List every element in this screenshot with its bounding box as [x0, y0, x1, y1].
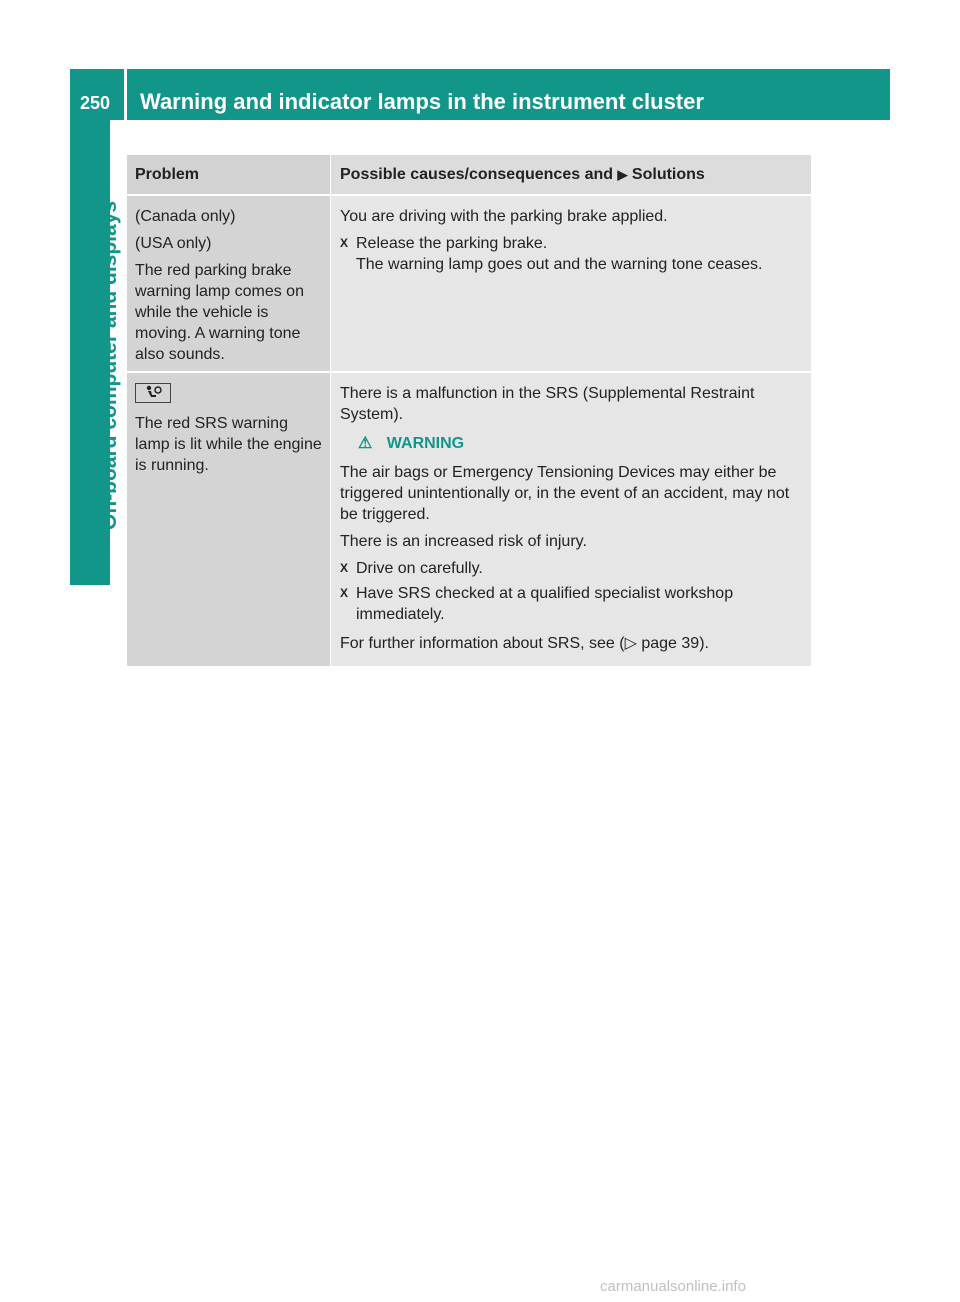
cause-text: You are driving with the parking brake applied. — [340, 208, 668, 225]
instruction-step — [340, 233, 802, 254]
arrow-icon: ▶ — [617, 167, 628, 182]
warning-label: WARNING — [386, 435, 465, 452]
problem-cell — [127, 195, 331, 372]
page-number: 250 — [80, 93, 111, 113]
problem-region-usa: (USA only) — [135, 235, 212, 252]
step-text: Have SRS checked at a qualified specialist workshop immediately. — [356, 585, 734, 623]
page-reference-icon: ▷ — [624, 635, 637, 652]
warning-lamp-table — [127, 155, 811, 666]
problem-description: The red parking brake warning lamp comes on while the vehicle is moving. A warning tone also sounds. — [135, 262, 304, 363]
warning-text: The air bags or Emergency Tensioning Devices may either be triggered unintentionally or, in the event of an accident, may not be triggered. — [340, 464, 790, 523]
solution-cell — [331, 372, 812, 666]
further-info — [340, 633, 802, 654]
srs-airbag-icon — [135, 383, 171, 403]
page-header — [70, 69, 890, 120]
step-text: Drive on carefully. — [356, 560, 483, 577]
instruction-step — [340, 558, 802, 579]
column-header-problem: Problem — [127, 155, 331, 195]
header-divider — [124, 69, 127, 120]
problem-description: The red SRS warning lamp is lit while the engine is running. — [135, 415, 322, 474]
warning-triangle-icon: ⚠ — [358, 435, 373, 452]
column-header-solution — [331, 155, 812, 195]
warning-heading — [358, 433, 802, 454]
step-text: Release the parking brake. — [356, 235, 548, 252]
table-row — [127, 195, 811, 372]
page-reference-link[interactable]: page 39 — [641, 635, 700, 652]
instruction-step — [340, 583, 802, 625]
column-header-solution-prefix: Possible causes/consequences and — [340, 166, 614, 183]
risk-text: There is an increased risk of injury. — [340, 533, 587, 550]
cause-text: There is a malfunction in the SRS (Supplemental Restraint System). — [340, 385, 755, 423]
step-arrow-icon: X — [340, 561, 349, 575]
further-info-prefix: For further information about SRS, see ( — [340, 635, 625, 652]
solution-cell — [331, 195, 812, 372]
column-header-solution-suffix: Solutions — [631, 166, 705, 183]
problem-region-canada: (Canada only) — [135, 208, 236, 225]
step-arrow-icon: X — [340, 236, 349, 250]
watermark: carmanualsonline.info — [600, 1278, 746, 1295]
table-row — [127, 372, 811, 666]
step-arrow-icon: X — [340, 586, 349, 600]
step-result: The warning lamp goes out and the warning tone ceases. — [356, 256, 763, 273]
problem-cell — [127, 372, 331, 666]
side-section-title: On-board computer and displays — [98, 200, 121, 530]
table-header-row — [127, 155, 811, 195]
page-title: Warning and indicator lamps in the instrument cluster — [140, 89, 704, 114]
further-info-suffix: ). — [699, 635, 709, 652]
